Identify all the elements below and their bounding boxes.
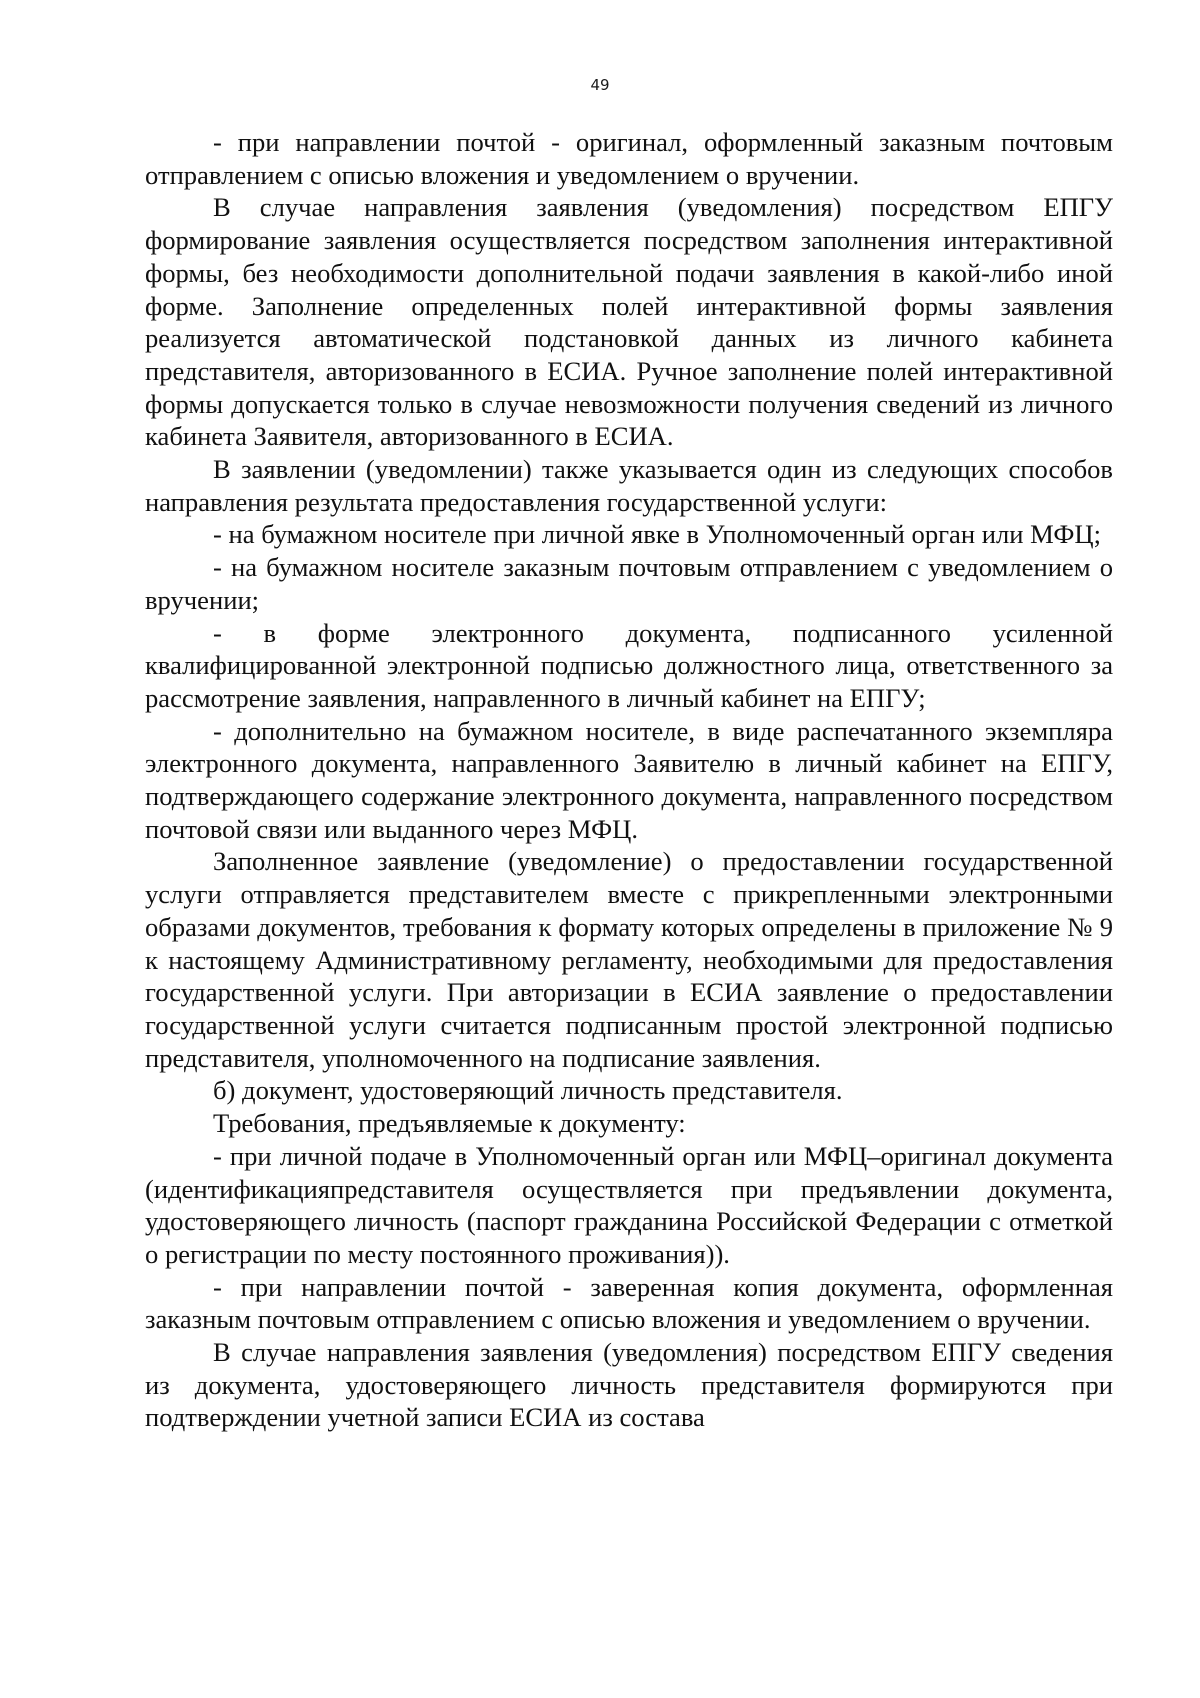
paragraph-personal-submission: - при личной подаче в Уполномоченный орган или МФЦ–оригинал документа (идентификацияпредставителя осуществляется при предъявлении документа, удостоверяющего личность (паспорт гражданина Российской Федерации с отметкой о регистрации по месту постоянного проживания)). <box>145 1140 1113 1269</box>
paragraph-paper-personal: - на бумажном носителе при личной явке в Уполномоченный орган или МФЦ; <box>213 519 1102 550</box>
paragraph-epgu-identity: В случае направления заявления (уведомления) посредством ЕПГУ сведения из документа, удостоверяющего личность представителя формируются при подтверждении учетной записи ЕСИА из состава <box>145 1337 1113 1433</box>
paragraph-mail-original: - при направлении почтой - оригинал, оформленный заказным почтовым отправлением с описью вложения и уведомлением о вручении. <box>145 127 1113 190</box>
paragraph-epgu-form: В случае направления заявления (уведомления) посредством ЕПГУ формирование заявления осуществляется посредством заполнения интерактивной формы, без необходимости дополнительной подачи заявления в какой-либо иной форме. Заполнение определенных полей интерактивной формы заявления реализуется автоматической подстановкой данных из личного кабинета представителя, авторизованного в ЕСИА. Ручное заполнение полей интерактивной формы допускается только в случае невозможности получения сведений из личного кабинета Заявителя, авторизованного в ЕСИА. <box>145 192 1113 452</box>
paragraph-paper-mail: - на бумажном носителе заказным почтовым отправлением с уведомлением о вручении; <box>145 552 1113 615</box>
paragraph-identity-document: б) документ, удостоверяющий личность представителя. <box>213 1075 843 1106</box>
paragraph-submission: Заполненное заявление (уведомление) о предоставлении государственной услуги отправляется представителем вместе с прикрепленными электронными образами документов, требования к формату которых определены в приложение № 9 к настоящему Административному регламенту, необходимыми для предоставления государственной услуги. При авторизации в ЕСИА заявление о предоставлении государственной услуги считается подписанным простой электронной подписью представителя, уполномоченного на подписание заявления. <box>145 846 1113 1073</box>
paragraph-mail-copy: - при направлении почтой - заверенная копия документа, оформленная заказным почтовым отправлением с описью вложения и уведомлением о вручении. <box>145 1271 1113 1335</box>
paragraph-requirements: Требования, предъявляемые к документу: <box>213 1108 686 1139</box>
page-number: 49 <box>590 76 610 94</box>
paragraph-printed-copy: - дополнительно на бумажном носителе, в виде распечатанного экземпляра электронного документа, направленного Заявителю в личный кабинет на ЕПГУ, подтверждающего содержание электронного документа, направленного посредством почтовой связи или выданного через МФЦ. <box>145 715 1113 844</box>
paragraph-result-methods: В заявлении (уведомлении) также указывается один из следующих способов направления результата предоставления государственной услуги: <box>145 454 1113 517</box>
paragraph-electronic-document: - в форме электронного документа, подписанного усиленной квалифицированной электронной подписью должностного лица, ответственного за рассмотрение заявления, направленного в личный кабинет на ЕПГУ; <box>145 617 1113 713</box>
document-body <box>145 126 1113 1434</box>
